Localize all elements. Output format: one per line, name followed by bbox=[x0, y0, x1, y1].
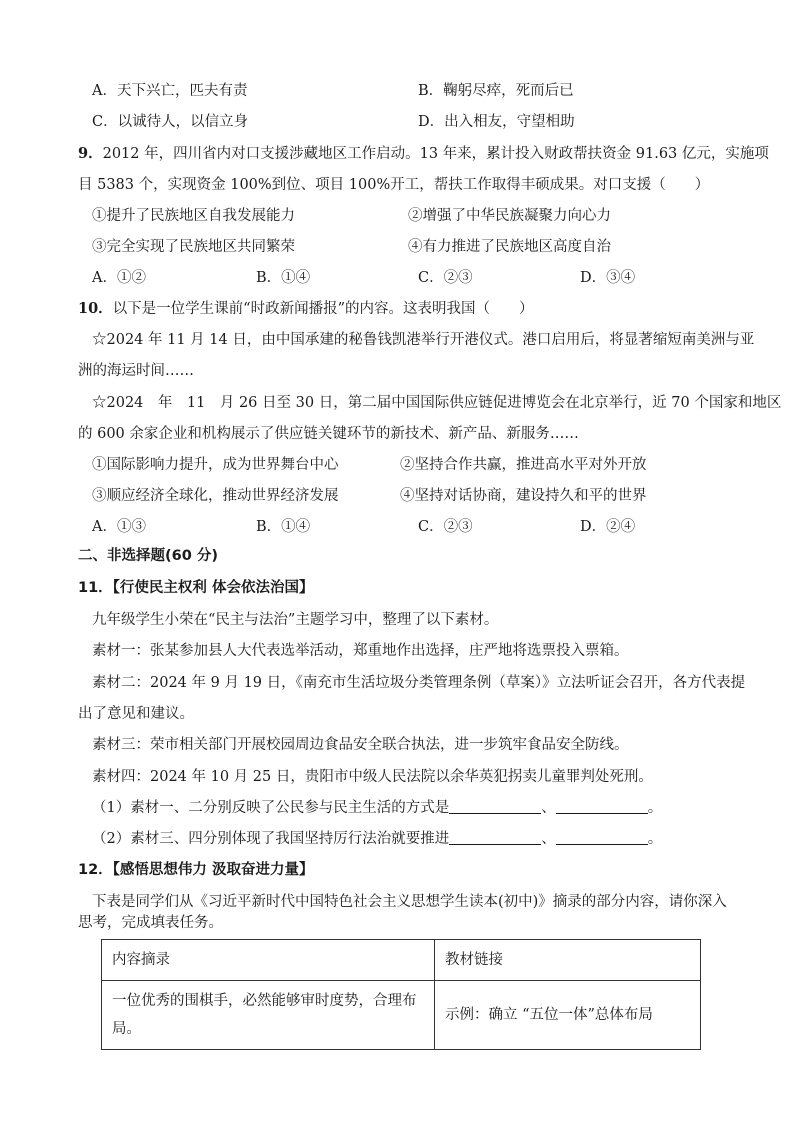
q12-intro-line1: 下表是同学们从《习近平新时代中国特色社会主义思想学生读本(初中)》摘录的部分内容，请你深入 bbox=[92, 894, 727, 910]
q12-intro-line2: 思考，完成填表任务。 bbox=[78, 915, 223, 931]
q12-title: 12．【感悟思想伟力 汲取奋进力量】 bbox=[78, 862, 314, 878]
q10-news1-line2: 洲的海运时间…… bbox=[78, 363, 194, 379]
q11-subquestion-2: （2）素材三、四分别体现了我国坚持厉行法治就要推进 、 。 bbox=[92, 828, 662, 850]
q10-statement-4: ④坚持对话协商，建设持久和平的世界 bbox=[400, 488, 647, 504]
q10-number: 10． bbox=[78, 300, 113, 317]
q9-statement-3: ③完全实现了民族地区共同繁荣 bbox=[92, 239, 295, 255]
answer-blank[interactable] bbox=[449, 828, 541, 845]
q8-option-a: A．天下兴亡，匹夫有责 bbox=[92, 83, 248, 99]
q9-statement-2: ②增强了中华民族凝聚力向心力 bbox=[408, 208, 611, 224]
q9-statement-1: ①提升了民族地区自我发展能力 bbox=[92, 208, 295, 224]
answer-blank[interactable] bbox=[449, 797, 541, 814]
q12-table bbox=[101, 939, 701, 1050]
q9-stem-line1: 9．2012 年，四川省内对口支援涉藏地区工作启动。13 年来，累计投入财政帮扶资金 91.63 亿元，实施项 bbox=[78, 145, 769, 162]
q8-option-b: B．鞠躬尽瘁，死而后已 bbox=[418, 83, 574, 99]
q9-choice-b: B．①④ bbox=[256, 270, 311, 286]
q9-choice-c: C．②③ bbox=[418, 270, 473, 286]
q10-choice-b: B．①④ bbox=[256, 519, 311, 535]
q8-option-d: D．出入相友，守望相助 bbox=[418, 114, 575, 130]
q9-choice-a: A．①② bbox=[92, 270, 146, 286]
q10-choice-c: C．②③ bbox=[418, 519, 473, 535]
q9-stem-line2: 目 5383 个，实现资金 100%到位、项目 100%开工，帮扶工作取得丰硕成果。对口支援（ ） bbox=[78, 177, 710, 193]
q11-material-1: 素材一：张某参加县人大代表选举活动，郑重地作出选择，庄严地将选票投入票箱。 bbox=[92, 643, 629, 659]
q10-statement-1: ①国际影响力提升，成为世界舞台中心 bbox=[92, 457, 339, 473]
q10-statement-3: ③顺应经济全球化，推动世界经济发展 bbox=[92, 488, 339, 504]
table-header-row bbox=[102, 940, 701, 981]
section2-title: 二、非选择题(60 分) bbox=[78, 548, 218, 564]
table-cell-link: 示例：确立 “五位一体”总体布局 bbox=[435, 981, 701, 1050]
table-row bbox=[102, 981, 701, 1050]
q10-news1-line1: ☆2024 年 11 月 14 日，由中国承建的秘鲁钱凯港举行开港仪式。港口启用后，将显著缩短南美洲与亚 bbox=[92, 332, 755, 348]
answer-blank[interactable] bbox=[556, 797, 648, 814]
q10-choice-a: A．①③ bbox=[92, 519, 146, 535]
q10-choice-d: D．②④ bbox=[580, 519, 636, 535]
q10-news2-line2: 的 600 余家企业和机构展示了供应链关键环节的新技术、新产品、新服务…… bbox=[78, 426, 579, 442]
table-header-excerpt: 内容摘录 bbox=[102, 940, 435, 981]
q10-news2-line1: ☆2024 年 11 月 26 日至 30 日，第二届中国国际供应链促进博览会在北京举行，近 70 个国家和地区 bbox=[92, 395, 782, 411]
q11-material-3: 素材三：荣市相关部门开展校园周边食品安全联合执法，进一步筑牢食品安全防线。 bbox=[92, 737, 629, 753]
q8-option-c: C．以诚待人，以信立身 bbox=[92, 114, 249, 130]
q10-statement-2: ②坚持合作共赢，推进高水平对外开放 bbox=[400, 457, 647, 473]
q11-material-2-line2: 出了意见和建议。 bbox=[78, 706, 194, 722]
q11-material-4: 素材四：2024 年 10 月 25 日，贵阳市中级人民法院以余华英犯拐卖儿童罪判处死刑。 bbox=[92, 769, 653, 785]
q9-choice-d: D．③④ bbox=[580, 270, 636, 286]
q9-statement-4: ④有力推进了民族地区高度自治 bbox=[408, 239, 611, 255]
q9-number: 9． bbox=[78, 145, 103, 162]
table-header-link: 教材链接 bbox=[435, 940, 701, 981]
q11-subquestion-1: （1）素材一、二分别反映了公民参与民主生活的方式是 、 。 bbox=[92, 797, 662, 819]
q10-stem: 10．以下是一位学生课前“时政新闻播报”的内容。这表明我国（ ） bbox=[78, 300, 534, 317]
answer-blank[interactable] bbox=[556, 828, 648, 845]
q11-title: 11．【行使民主权利 体会依法治国】 bbox=[78, 580, 314, 596]
q11-intro: 九年级学生小荣在“民主与法治”主题学习中，整理了以下素材。 bbox=[92, 612, 499, 628]
table-cell-excerpt: 一位优秀的围棋手，必然能够审时度势，合理布局。 bbox=[102, 981, 435, 1050]
q11-material-2-line1: 素材二：2024 年 9 月 19 日，《南充市生活垃圾分类管理条例（草案）》立法听证会召开，各方代表提 bbox=[92, 675, 746, 691]
